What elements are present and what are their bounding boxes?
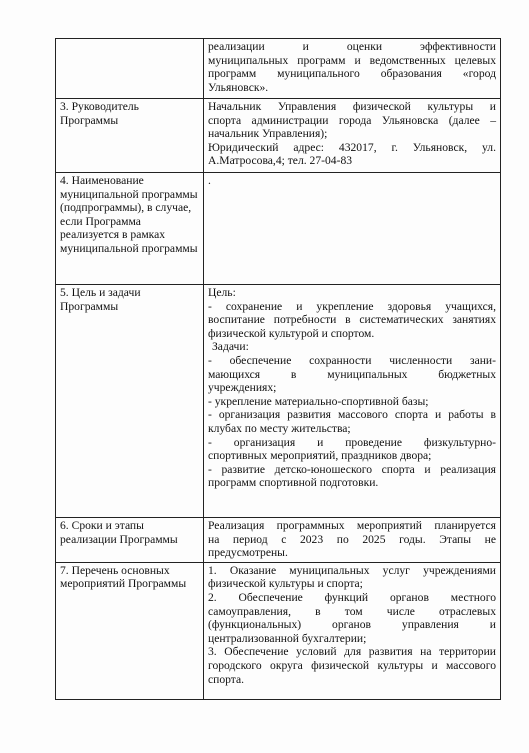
text-line: спортивных мероприятий, праздников двора; (208, 449, 432, 463)
passport-table (55, 38, 501, 700)
table-row (56, 39, 501, 99)
table-row (56, 285, 501, 518)
text-line: - развитие детско-юношеского спорта и реализация (208, 462, 496, 476)
text-line: 3. Обеспечение условий для развития на территории (208, 645, 496, 659)
text-line: мающихся в муниципальных бюджетных (208, 367, 496, 381)
text-line: программ спортивной подготовки. (208, 476, 379, 490)
row-content (204, 518, 501, 563)
text-line: 2. Обеспечение функций органов местного (208, 590, 496, 604)
row-label: 7. Перечень основных мероприятий Программы (56, 562, 204, 699)
row-content (204, 173, 501, 285)
text-line: клубах по месту жительства; (208, 421, 351, 435)
text-line: реализации и оценки эффективности (208, 40, 496, 53)
row-label: 4. Наименование муниципальной программы (подпрограммы), в случае, если Программа реализуется в рамках муниципальной программы (56, 173, 204, 285)
text-line: предусмотрены. (208, 546, 288, 560)
text-line: Задачи: (212, 340, 249, 354)
text-line: централизованной бухгалтерии; (208, 631, 367, 645)
row-label (56, 39, 204, 99)
text-line: программ муниципального образования «город (208, 67, 496, 81)
row-content (204, 99, 501, 173)
row-label: 3. Руководитель Программы (56, 99, 204, 173)
text-line: Реализация программных мероприятий планируется (208, 519, 496, 532)
text-line: воспитание потребности в систематических занятиях (208, 313, 496, 327)
text-line: - укрепление материально-спортивной базы; (208, 394, 429, 408)
text-line: спорта администрации города Ульяновска (далее – (208, 113, 496, 127)
text-line: - организация и проведение физкультурно- (208, 435, 496, 449)
row-content (204, 39, 501, 99)
table-row (56, 173, 501, 285)
text-line: Цель: (208, 286, 236, 299)
text-line: 1. Оказание муниципальных услуг учреждениями (208, 563, 496, 577)
text-line: на период с 2023 по 2025 годы. Этапы не (208, 532, 496, 546)
text-line: (функциональных) органов управления и (208, 618, 496, 632)
row-content (204, 562, 501, 699)
text-line: учреждениях; (208, 381, 277, 395)
table-row (56, 562, 501, 699)
text-line: начальник Управления); (208, 127, 328, 141)
text-line: самоуправления, в том числе отраслевых (208, 604, 496, 618)
table-row (56, 99, 501, 173)
text-line: спорта. (208, 672, 245, 686)
row-content (204, 285, 501, 518)
text-line: Юридический адрес: 432017, г. Ульяновск, ул. (208, 140, 496, 154)
text-line: Ульяновск». (208, 80, 269, 94)
table-row (56, 518, 501, 563)
text-line: . (208, 174, 211, 187)
row-label: 6. Сроки и этапы реализации Программы (56, 518, 204, 563)
text-line: - организация развития массового спорта и работы в (208, 408, 496, 422)
text-line: - сохранение и укрепление здоровья учащихся, (208, 299, 496, 313)
text-line: физической культурой и спортом. (208, 326, 375, 340)
text-line: муниципальных программ и ведомственных целевых (208, 53, 496, 67)
text-line: физической культуры и спорта; (208, 577, 363, 591)
text-line: Начальник Управления физической культуры и (208, 100, 496, 113)
text-line: городского округа физической культуры и массового (208, 658, 496, 672)
row-label: 5. Цель и задачи Программы (56, 285, 204, 518)
text-line: - обеспечение сохранности численности зани- (208, 353, 496, 367)
text-line: А.Матросова,4; тел. 27-04-83 (208, 154, 353, 168)
